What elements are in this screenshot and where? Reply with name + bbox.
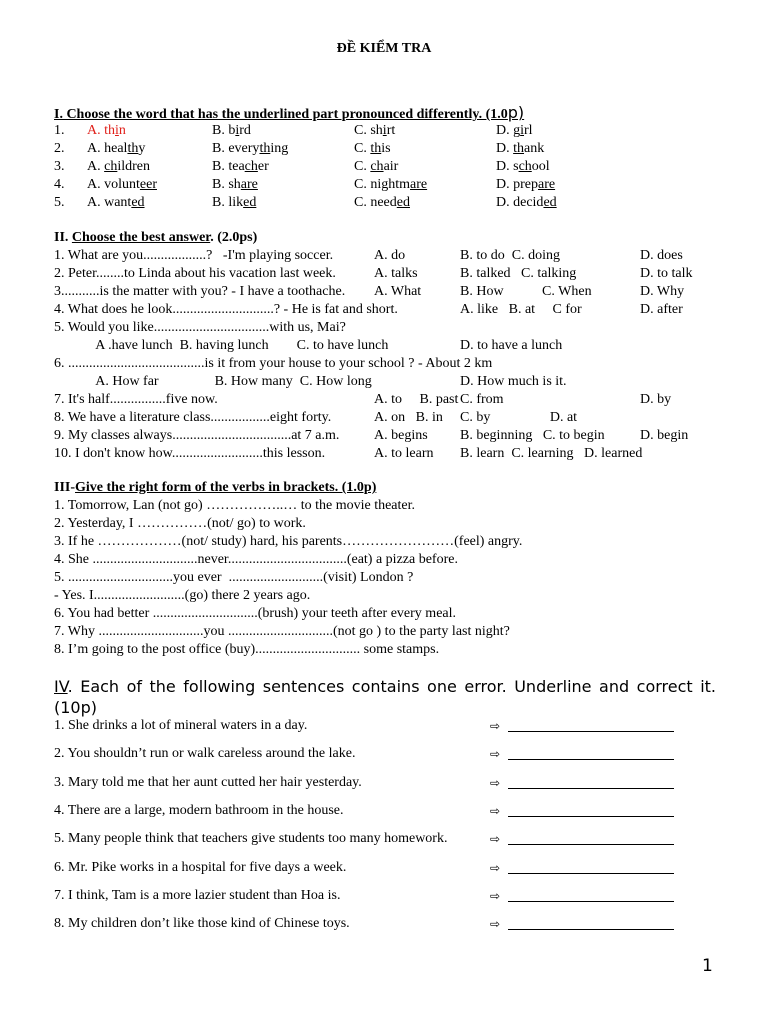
section2-heading-suffix: . (2.0ps)	[210, 230, 258, 245]
question-text: 8. We have a literature class.................eight forty.	[54, 410, 332, 425]
underlined-sound: th	[127, 141, 139, 156]
option-d	[496, 140, 544, 158]
pronunciation-row	[54, 194, 734, 212]
option-b	[212, 176, 258, 194]
pronunciation-row	[54, 140, 734, 158]
option-text: C.	[354, 141, 371, 156]
section1-heading	[54, 103, 524, 123]
option-text: B. tea	[212, 159, 245, 174]
option-c	[354, 158, 398, 176]
mcq-row	[54, 373, 734, 391]
option-b: B. to do C. doing	[460, 248, 560, 263]
option-text: ing	[270, 141, 289, 156]
answer-blank[interactable]	[508, 759, 674, 760]
option-a: A. to B. past	[374, 392, 459, 407]
section4-heading	[54, 676, 716, 718]
option-d	[496, 122, 533, 140]
question-text: 2. Peter........to Linda about his vacation last week.	[54, 266, 336, 281]
option-d: D. begin	[640, 428, 689, 443]
question-text: 10. I don't know how..........................this lesson.	[54, 446, 326, 461]
pronunciation-row	[54, 122, 734, 140]
option-a	[87, 158, 150, 176]
option-d	[496, 194, 557, 212]
mcq-row	[54, 319, 734, 337]
option-text: rt	[386, 123, 396, 138]
answer-blank[interactable]	[508, 731, 674, 732]
mcq-row	[54, 337, 734, 355]
question-text: 3...........is the matter with you? - I have a toothache.	[54, 284, 346, 299]
option-b: C. from	[460, 392, 504, 407]
question-number: 2.	[54, 141, 65, 156]
verb-form-row: 3. If he ………………(not/ study) hard, his parents……………………(feel) angry.	[54, 534, 523, 549]
sentence-text: 4. There are a large, modern bathroom in the house.	[54, 802, 344, 818]
option-b	[212, 194, 256, 212]
sentence-text: 5. Many people think that teachers give students too many homework.	[54, 831, 448, 847]
error-correction-row	[54, 915, 734, 933]
underlined-sound: ed	[243, 195, 257, 210]
option-b: B. beginning C. to begin	[460, 428, 605, 443]
option-text: A.	[87, 159, 105, 174]
mcq-row	[54, 265, 734, 283]
mcq-row	[54, 391, 734, 409]
sentence-text: 7. I think, Tam is a more lazier student than Hoa is.	[54, 887, 341, 903]
underlined-sound: i	[520, 123, 525, 138]
question-text: 6. .......................................is it from your house to your school ? - About 2 km	[54, 356, 493, 371]
option-d: D. after	[640, 302, 683, 317]
arrow-right-icon: ⇨	[490, 888, 501, 903]
option-text: D. prep	[496, 177, 538, 192]
option-a	[87, 194, 145, 212]
option-d: D. to talk	[640, 266, 693, 281]
option-text: D.	[496, 141, 514, 156]
option-b: A. like B. at C for	[460, 302, 582, 317]
question-text: 5. Would you like.................................with us, Mai?	[54, 320, 346, 335]
section1-heading-tail: p)	[507, 103, 525, 122]
option-d: D. Why	[640, 284, 685, 299]
underlined-sound: th	[513, 141, 525, 156]
option-c	[354, 194, 410, 212]
error-correction-row	[54, 830, 734, 848]
option-a: A. What	[374, 284, 422, 299]
option-text: ool	[531, 159, 550, 174]
option-text: B. every	[212, 141, 260, 156]
option-text: ildren	[117, 159, 150, 174]
arrow-right-icon: ⇨	[490, 803, 501, 818]
error-correction-row	[54, 887, 734, 905]
mcq-row	[54, 427, 734, 445]
option-text: rd	[239, 123, 251, 138]
answer-blank[interactable]	[508, 929, 674, 930]
verb-form-row: 4. She ..............................never..................................(eat) a pizza before.	[54, 552, 458, 567]
option-text: er	[257, 159, 269, 174]
option-text: C. sh	[354, 123, 383, 138]
error-correction-row	[54, 859, 734, 877]
option-text: B. b	[212, 123, 236, 138]
option-b	[212, 140, 288, 158]
section2-heading-underlined: Choose the best answer	[71, 230, 211, 245]
option-b: B. How C. When	[460, 284, 592, 299]
option-a	[87, 176, 157, 194]
question-text: 4. What does he look.............................? - He is fat and short.	[54, 302, 398, 317]
option-text: y	[138, 141, 146, 156]
option-b: B. learn C. learning D. learned	[460, 446, 643, 461]
option-text: C. need	[354, 195, 397, 210]
underlined-sound: th	[259, 141, 271, 156]
underlined-sound: ch	[104, 159, 118, 174]
arrow-right-icon: ⇨	[490, 917, 501, 932]
answer-blank[interactable]	[508, 816, 674, 817]
error-correction-row	[54, 802, 734, 820]
question-number: 5.	[54, 195, 65, 210]
arrow-right-icon: ⇨	[490, 775, 501, 790]
option-b: D. How much is it.	[460, 374, 567, 389]
verb-form-row: - Yes. I..........................(go) there 2 years ago.	[54, 588, 311, 603]
sentence-text: 6. Mr. Pike works in a hospital for five days a week.	[54, 859, 347, 875]
underlined-sound: ed	[543, 195, 557, 210]
mcq-row	[54, 355, 734, 373]
underlined-sound: ch	[244, 159, 258, 174]
error-correction-row	[54, 745, 734, 763]
verb-form-row: 7. Why ..............................you ..............................(not go ) to the party last night?	[54, 624, 510, 639]
mcq-row	[54, 247, 734, 265]
option-b	[212, 122, 251, 140]
underlined-sound: ch	[518, 159, 532, 174]
option-c	[354, 140, 391, 158]
option-b: D. to have a lunch	[460, 338, 563, 353]
option-text: A. th	[87, 123, 115, 138]
option-b	[212, 158, 269, 176]
section3-heading	[54, 480, 376, 496]
mcq-row	[54, 301, 734, 319]
option-d: D. by	[640, 392, 672, 407]
arrow-right-icon: ⇨	[490, 719, 501, 733]
question-text: 1. What are you..................? -I'm playing soccer.	[54, 248, 334, 263]
option-text: rl	[524, 123, 533, 138]
arrow-right-icon: ⇨	[490, 860, 501, 875]
error-correction-row	[54, 774, 734, 792]
mcq-row	[54, 283, 734, 301]
section4-heading-roman: IV	[54, 677, 68, 696]
option-text: air	[383, 159, 399, 174]
option-c	[354, 122, 395, 140]
option-d	[496, 158, 550, 176]
option-a: A. to learn	[374, 446, 434, 461]
sentence-text: 2. You shouldn’t run or walk careless around the lake.	[54, 746, 356, 762]
option-b: C. by D. at	[460, 410, 578, 425]
verb-form-row: 1. Tomorrow, Lan (not go) ……………..… to the movie theater.	[54, 498, 416, 513]
verb-form-row: 6. You had better ..............................(brush) your teeth after every meal.	[54, 606, 457, 621]
option-a: A. on B. in	[374, 410, 443, 425]
option-text: C. nightm	[354, 177, 411, 192]
option-text: D. s	[496, 159, 519, 174]
question-number: 4.	[54, 177, 65, 192]
option-a: A. talks	[374, 266, 418, 281]
question-text: 9. My classes always..................................at 7 a.m.	[54, 428, 340, 443]
option-text: D. decid	[496, 195, 544, 210]
verb-form-row: 8. I’m going to the post office (buy).............................. some stamps.	[54, 642, 440, 657]
page-title: ĐỀ KIỂM TRA	[336, 41, 432, 56]
option-c	[354, 176, 427, 194]
underlined-sound: are	[538, 177, 556, 192]
underlined-sound: ch	[370, 159, 384, 174]
page-number: 1	[702, 956, 713, 976]
underlined-sound: ed	[131, 195, 145, 210]
sentence-text: 8. My children don’t like those kind of Chinese toys.	[54, 916, 350, 932]
option-a	[87, 140, 145, 158]
question-text: 7. It's half................five now.	[54, 392, 218, 407]
option-text: A. volunt	[87, 177, 140, 192]
section2-heading	[54, 230, 257, 246]
underlined-sound: ed	[396, 195, 410, 210]
arrow-right-icon: ⇨	[490, 832, 501, 847]
answer-blank[interactable]	[508, 788, 674, 789]
pronunciation-row	[54, 176, 734, 194]
option-text: n	[118, 123, 126, 138]
underlined-sound: i	[235, 123, 240, 138]
underlined-sound: th	[370, 141, 382, 156]
question-number: 1.	[54, 123, 65, 138]
verb-form-row: 5. ..............................you ever ...........................(visit) London ?	[54, 570, 414, 585]
option-text: A. heal	[87, 141, 128, 156]
mcq-row	[54, 445, 734, 463]
pronunciation-row	[54, 158, 734, 176]
section3-heading-underlined: Give the right form of the verbs in brackets. (1.0p)	[75, 480, 377, 495]
option-text: C.	[354, 159, 371, 174]
option-a	[87, 122, 126, 140]
underlined-sound: are	[240, 177, 258, 192]
option-d	[496, 176, 555, 194]
section1-heading-text: I. Choose the word that has the underlined part pronounced differently. (1.0	[54, 107, 508, 122]
question-text: A. How far B. How many C. How long	[54, 374, 372, 389]
option-text: B. lik	[212, 195, 244, 210]
underlined-sound: i	[115, 123, 119, 138]
verb-form-row: 2. Yesterday, I ……………(not/ go) to work.	[54, 516, 306, 531]
option-a: A. do	[374, 248, 406, 263]
error-correction-row	[54, 717, 734, 735]
question-text: A .have lunch B. having lunch C. to have lunch	[54, 338, 389, 353]
option-text: is	[381, 141, 391, 156]
sentence-text: 1. She drinks a lot of mineral waters in a day.	[54, 718, 308, 733]
option-text: ank	[524, 141, 545, 156]
question-number: 3.	[54, 159, 65, 174]
mcq-row	[54, 409, 734, 427]
option-b: B. talked C. talking	[460, 266, 577, 281]
option-text: A. want	[87, 195, 132, 210]
underlined-sound: eer	[139, 177, 157, 192]
option-text: D. g	[496, 123, 521, 138]
section2-heading-prefix: II.	[54, 230, 72, 245]
answer-blank[interactable]	[508, 901, 674, 902]
answer-blank[interactable]	[508, 873, 674, 874]
option-d: D. does	[640, 248, 683, 263]
section4-heading-text: . Each of the following sentences contains one error. Underline and correct it. (10p)	[54, 677, 716, 717]
underlined-sound: i	[382, 123, 387, 138]
arrow-right-icon: ⇨	[490, 747, 501, 762]
answer-blank[interactable]	[508, 844, 674, 845]
underlined-sound: are	[410, 177, 428, 192]
option-text: B. sh	[212, 177, 241, 192]
option-a: A. begins	[374, 428, 428, 443]
sentence-text: 3. Mary told me that her aunt cutted her hair yesterday.	[54, 774, 362, 790]
section3-heading-prefix: III-	[54, 480, 76, 495]
